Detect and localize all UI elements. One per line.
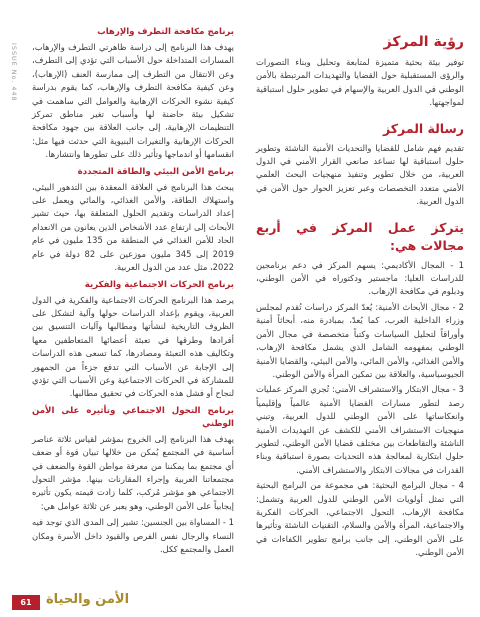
- section-text-movements: يرصد هذا البرنامج الحركات الاجتماعية والفكرية في الدول العربية، ويقوم بإعداد الدراسات حولها وآلية لتشكل على الظروف التاريخية لنشأتها ومطالبها وآليات التنسيق بين أفرادها وطرقها في تعبئة أعضائها المتعاطفين معها وتكاليف هذه التعبئة ومصادرها، كما تسعى هذه الدراسات إلى الإجابة عن الأسباب التي تدفع جزءاً من الجمهور للمشاركة في الحركات الاجتماعية وعن الأسباب التي تؤدي لنجاح أو فشل هذه الحركات في تحقيق مطالبها.: [32, 294, 234, 399]
- area-number: 2: [458, 301, 464, 312]
- section-title-movements: برنامج الحركات الاجتماعية والفكرية: [84, 279, 234, 290]
- section-title-extremism: برنامج مكافحة التطرف والإرهاب: [97, 27, 234, 37]
- area-text: - مجال الابتكار والاستشراف الأمني: تُجري المركز عمليات رصد لتطور مسارات القضايا الأمنية عالمياً وإقليمياً وانعكاساتها على الأمن الوطني للدول العربية، وتبني منهجيات الاستشراف الأمني للكشف عن التهديدات الأمنية الناشئة والتقاطعات بين مختلف قضايا الأمن الوطني، لتطوير حلول ابتكارية لمعالجة هذه التحديات بصورة استباقية وبناء القدرات في مجالات الابتكار والاستشراف الأمني.: [256, 384, 464, 475]
- area-item: [256, 259, 464, 299]
- section-title-environment: برنامج الأمن البيئي والطاقة المتجددة: [77, 166, 234, 177]
- area-item: [256, 383, 464, 477]
- left-column: [32, 26, 234, 558]
- area-number: 1: [458, 259, 464, 270]
- area-number: 3: [458, 384, 464, 395]
- section-text-environment: يبحث هذا البرنامج في العلاقة المعقدة بين التدهور البيئي، واستهلاك الطاقة، والأمن الغذائي، والمائي ويعمل على إعداد الدراسات وتقديم الحلول المتعلقة بها، حيث تشير الأبحاث إلى ارتفاع عدد الأشخاص الذين يعانون من الانعدام الحاد للأمن الغذائي في المنطقة من 135 مليون في عام 2019 إلى 345 مليون موزعين على 82 دولة في عام 2022، مثل عدد من الدول العربية.: [32, 181, 234, 273]
- section-title-social-change: برنامج التحول الاجتماعي وتأثيره على الأمن الوطني: [32, 405, 234, 429]
- factors-list: [32, 516, 234, 556]
- area-text: - المجال الأكاديمي: يسهم المركز في دعم برنامجين للدراسات العليا: ماجستير ودكتوراه في الأمن الوطني، ودبلوم في مكافحة الإرهاب.: [256, 259, 464, 297]
- factor-item: [32, 516, 234, 556]
- page-margin: [0, 0, 22, 617]
- vision-title: رؤية المركز: [383, 34, 464, 50]
- section-text-social-change: يهدف هذا البرنامج إلى الخروج بمؤشر لقياس ثلاثة عناصر أساسية في المجتمع يُمكن من خلالها تبيان قوة أو ضعف أي مجتمع بما يمكننا من معرفة مواطن القوة والضعف في مجتمعاتنا العربية وإجراء المقارنات بينها. مؤشر التحول الاجتماعي هو مؤشر مُركب، كلما زادت قيمته يكون تأثيره إيجابياً على الأمن الوطني، وهو يعبر عن ثلاثة عوامل هي:: [32, 433, 234, 511]
- factor-text: - المساواة بين الجنسين: تشير إلى المدى الذي توجد فيه النساء والرجال نفس الفرص والقيود داخل الأسرة ومكان العمل والمجتمع ككل.: [32, 517, 234, 554]
- right-column: [256, 26, 464, 562]
- area-text: - مجال الأبحاث الأمنية: يُعدّ المركز دراسات تُقدم لمجلس وزراء الداخلية العرب، كما يُعدّ، بمبادرة منه، أبحاثاً أمنية وأوراقاً لتحليل السياسات وكتباً متخصصة في مجال الأمن الوطني بمفهومه الشامل الذي يشمل مكافحة الإرهاب، والأمن الغذائي، والأمن المائي، والأمن البيئي، والقضايا الأمنية الجيوسياسية، والعلاقة بين تمكين المرأة والأمن الوطني.: [256, 301, 464, 379]
- areas-list: [256, 259, 464, 560]
- mission-title: رسالة المركز: [383, 120, 464, 136]
- area-item: [256, 479, 464, 559]
- factor-number: 1: [228, 517, 234, 528]
- area-number: 4: [458, 480, 464, 491]
- mission-text: تقديم فهم شامل للقضايا والتحديات الأمنية الناشئة وتطوير حلول استباقية لها تساعد صانعي القرار الأمني في الدول العربية، من خلال تطوير وتنفيذ منهجيات البحث العلمي الأمني متعدد التخصصات وعبر تعزيز الحوار حول الأمن في الدول العربية.: [256, 142, 464, 207]
- page-footer: [0, 583, 480, 617]
- page-number: 61: [12, 595, 40, 610]
- magazine-name: الأمن والحياة: [46, 592, 130, 607]
- section-text-extremism: يهدف هذا البرنامج إلى دراسة ظاهرتي التطرف والإرهاب، المسارات المتداخلة حول الأسباب التي تؤدي إلى التطرف، وعن الانتقال من التطرف إلى ممارسة العنف (الإرهاب)، وعن كيفية مكافحة التطرف والإرهاب، كما يقوم بدراسة كيفية نشوء الحركات الإرهابية والعوامل التي ساهمت في تشكيل بيئة حاضنة لها وأسباب تغير مناطق تمركز التنظيمات الإرهابية، إلى جانب العلاقة بين جهود مكافحة الحركات الإرهابية والتغيرات البنيوية التي حدثت فيها مثل: انقسامها أو اندماجها وتأثير ذلك على تطورها وانتشارها.: [32, 42, 234, 160]
- area-text: - مجال البرامج البحثية: هي مجموعة من البرامج البحثية التي تمثل أولويات الأمن الوطني للدول العربية وتشمل: مكافحة الإرهاب، التحول الاجتماعي، الحركات الفكرية والاجتماعية، المرأة والأمن والسلام، التقنيات الناشئة وتأثيرها على الأمن الوطني، إلى جانب برامج تطوير الكفاءات في الأمن الوطني.: [256, 480, 464, 558]
- issue-number: ISSUE No. 448: [10, 43, 18, 102]
- areas-title: يتركز عمل المركز في أربع مجالات هي:: [256, 219, 464, 253]
- vision-text: توفير بيئة بحثية متميزة لمتابعة وتحليل وبناء التصورات والرؤى المستقبلية حول القضايا والتهديدات المرتبطة بالأمن الوطني في الدول العربية والإسهام في تطوير حلول استباقية لمواجهتها.: [256, 57, 464, 108]
- area-item: [256, 301, 464, 381]
